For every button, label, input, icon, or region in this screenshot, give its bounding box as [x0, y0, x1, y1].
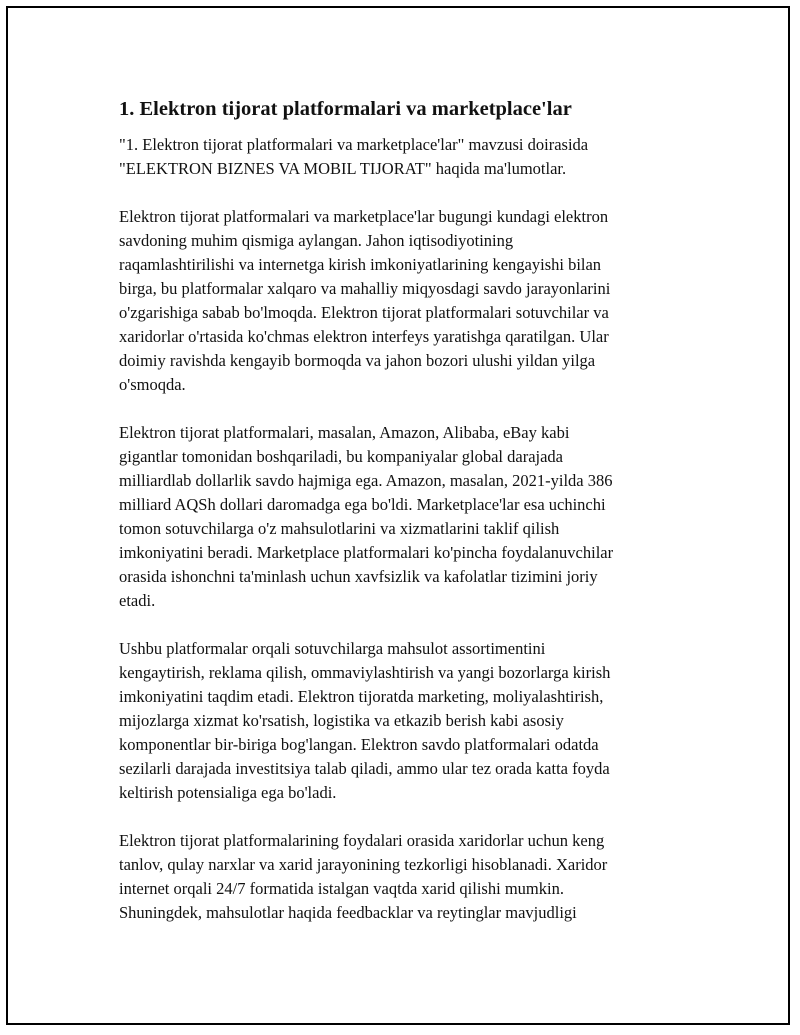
text-line: Elektron tijorat platformalari va marketplace'lar bugungi kundagi elektron — [119, 207, 609, 226]
text-line: Elektron tijorat platformalarining foydalari orasida xaridorlar uchun keng — [119, 831, 605, 850]
text-line: doimiy ravishda kengayib bormoqda va jahon bozori ulushi yildan yilga — [119, 351, 596, 370]
text-line: imkoniyatini beradi. Marketplace platformalari ko'pincha foydalanuvchilar — [119, 543, 614, 562]
text-line: Elektron tijorat platformalari, masalan, Amazon, Alibaba, eBay kabi — [119, 423, 570, 442]
text-line: kengaytirish, reklama qilish, ommaviylashtirish va yangi bozorlarga kirish — [119, 663, 611, 682]
text-line: birga, bu platformalar xalqaro va mahalliy miqyosdagi savdo jarayonlarini — [119, 279, 611, 298]
text-line: milliardlab dollarlik savdo hajmiga ega. Amazon, masalan, 2021-yilda 386 — [119, 471, 613, 490]
document-content — [119, 96, 689, 949]
text-line: keltirish potensialiga ega bo'ladi. — [119, 783, 337, 802]
paragraph-list — [119, 133, 689, 925]
text-line: xaridorlar o'rtasida ko'chmas elektron interfeys yaratishga qaratilgan. Ular — [119, 327, 609, 346]
text-line: mijozlarga xizmat ko'rsatish, logistika va etkazib berish kabi asosiy — [119, 711, 564, 730]
body-paragraph — [119, 421, 689, 613]
text-line: o'zgarishiga sabab bo'lmoqda. Elektron tijorat platformalari sotuvchilar va — [119, 303, 609, 322]
text-line: raqamlashtirilishi va internetga kirish imkoniyatlarining kengayishi bilan — [119, 255, 602, 274]
body-paragraph — [119, 637, 689, 805]
section-title: 1. Elektron tijorat platformalari va marketplace'lar — [119, 98, 572, 120]
body-paragraph — [119, 205, 689, 397]
text-line: gigantlar tomonidan boshqariladi, bu kompaniyalar global darajada — [119, 447, 563, 466]
body-paragraph — [119, 133, 689, 181]
text-line: savdoning muhim qismiga aylangan. Jahon iqtisodiyotining — [119, 231, 514, 250]
text-line: orasida ishonchni ta'minlash uchun xavfsizlik va kafolatlar tizimini joriy — [119, 567, 598, 586]
text-line: tomon sotuvchilarga o'z mahsulotlarini va xizmatlarini taklif qilish — [119, 519, 560, 538]
text-line: internet orqali 24/7 formatida istalgan vaqtda xarid qilishi mumkin. — [119, 879, 564, 898]
body-paragraph — [119, 829, 689, 925]
text-line: milliard AQSh dollari daromadga ega bo'ldi. Marketplace'lar esa uchinchi — [119, 495, 606, 514]
text-line: "1. Elektron tijorat platformalari va marketplace'lar" mavzusi doirasida — [119, 135, 589, 154]
text-line: tanlov, qulay narxlar va xarid jarayonining tezkorligi hisoblanadi. Xaridor — [119, 855, 608, 874]
text-line: Ushbu platformalar orqali sotuvchilarga mahsulot assortimentini — [119, 639, 546, 658]
text-line: imkoniyatini taqdim etadi. Elektron tijoratda marketing, moliyalashtirish, — [119, 687, 604, 706]
document-page — [6, 6, 790, 1025]
text-line: "ELEKTRON BIZNES VA MOBIL TIJORAT" haqida ma'lumotlar. — [119, 159, 567, 178]
text-line: komponentlar bir-biriga bog'langan. Elektron savdo platformalari odatda — [119, 735, 599, 754]
text-line: Shuningdek, mahsulotlar haqida feedbacklar va reytinglar mavjudligi — [119, 903, 577, 922]
text-line: etadi. — [119, 591, 156, 610]
text-line: o'smoqda. — [119, 375, 186, 394]
text-line: sezilarli darajada investitsiya talab qiladi, ammo ular tez orada katta foyda — [119, 759, 610, 778]
